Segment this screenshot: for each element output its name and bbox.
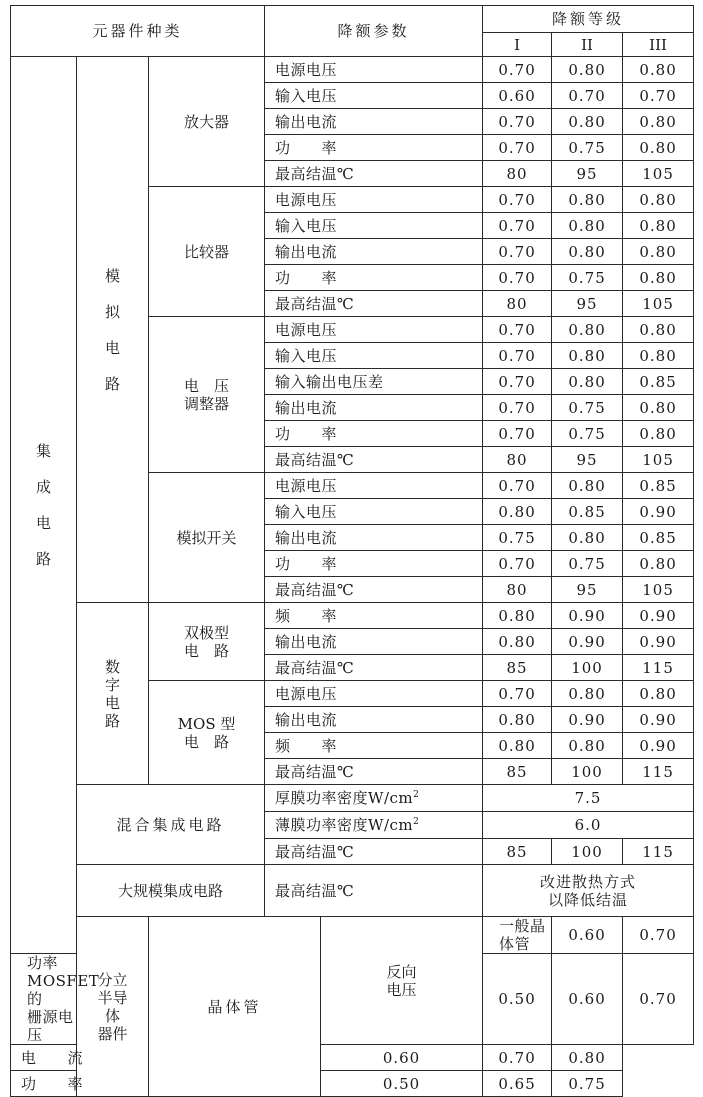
param-freq: [265, 603, 483, 629]
value-sw-supply-level-1: 0.70: [483, 473, 552, 499]
param-tj: [265, 577, 483, 603]
value-sw-tj-level-2: 95: [552, 577, 623, 603]
param-label: 输入电压: [275, 346, 338, 365]
value-amp-tj-level-2: 95: [552, 161, 623, 187]
value-reg-input-level-3: 0.80: [623, 343, 694, 369]
param-freq: [265, 733, 483, 759]
group-integrated-circuit: 集 成 电 路: [11, 57, 77, 954]
header-grade: 降额等级: [483, 6, 694, 33]
param-label: 最高结温℃: [275, 762, 355, 781]
param-io-diff: [265, 369, 483, 395]
value-hyb-thin: 6.0: [483, 812, 694, 839]
param-tj: [265, 291, 483, 317]
value-sw-output-level-1: 0.75: [483, 525, 552, 551]
value-tr-power-level-1: 0.50: [321, 1071, 483, 1097]
table-row: [11, 785, 694, 812]
table-row: [11, 917, 694, 954]
value-mos-freq-level-3: 0.90: [623, 733, 694, 759]
param-output-i: [265, 109, 483, 135]
param-label: 电源电压: [275, 320, 338, 339]
param-power2: [11, 1071, 149, 1097]
value-cmp-tj-level-1: 80: [483, 291, 552, 317]
param-label: 电源电压: [275, 476, 338, 495]
group-analog-circuit: 模 拟 电 路: [77, 57, 149, 603]
param-label: 电源电压: [275, 60, 338, 79]
value-cmp-input-level-1: 0.70: [483, 213, 552, 239]
subgroup-bipolar: 双极型 电 路: [149, 603, 265, 681]
param-label: 输出电流: [275, 632, 338, 651]
param-input-v: [265, 213, 483, 239]
value-tr-power-level-3: 0.75: [552, 1071, 623, 1097]
param-thick-film: [265, 785, 483, 812]
value-hyb-tj-level-3: 115: [623, 839, 694, 865]
value-amp-output-level-3: 0.80: [623, 109, 694, 135]
value-amp-input-level-2: 0.70: [552, 83, 623, 109]
value-bip-output-level-1: 0.80: [483, 629, 552, 655]
value-sw-input-level-3: 0.90: [623, 499, 694, 525]
value-reg-supply-level-1: 0.70: [483, 317, 552, 343]
value-amp-power-level-2: 0.75: [552, 135, 623, 161]
param-label: 功 率: [275, 424, 338, 443]
value-reg-power-level-2: 0.75: [552, 421, 623, 447]
param-supply-v: [265, 57, 483, 83]
param-input-v: [265, 499, 483, 525]
param-mosfet-gs: [11, 954, 100, 1045]
param-label: 频 率: [275, 736, 338, 755]
param-general-tr: [483, 917, 552, 954]
value-amp-supply-level-1: 0.70: [483, 57, 552, 83]
value-bip-tj-level-2: 100: [552, 655, 623, 681]
value-bip-freq-level-2: 0.90: [552, 603, 623, 629]
subgroup-amplifier: 放大器: [149, 57, 265, 187]
param-output-i: [265, 395, 483, 421]
value-reg-iodiff-level-2: 0.80: [552, 369, 623, 395]
value-reg-tj-level-2: 95: [552, 447, 623, 473]
value-hyb-thick: 7.5: [483, 785, 694, 812]
param-input-v: [265, 83, 483, 109]
param-label: 输入电压: [275, 216, 338, 235]
value-hyb-tj-level-1: 85: [483, 839, 552, 865]
value-reg-output-level-3: 0.80: [623, 395, 694, 421]
value-hyb-tj-level-2: 100: [552, 839, 623, 865]
param-label: 功 率: [275, 268, 338, 287]
value-bip-output-level-2: 0.90: [552, 629, 623, 655]
value-cmp-input-level-3: 0.80: [623, 213, 694, 239]
subgroup-mos: MOS 型 电 路: [149, 681, 265, 785]
unit-superscript: 2: [413, 790, 420, 800]
value-reg-output-level-2: 0.75: [552, 395, 623, 421]
param-tj: [265, 839, 483, 865]
header-parameter: 降额参数: [265, 6, 483, 57]
value-tr-general-level-1: 0.60: [552, 917, 623, 954]
value-tr-current-level-3: 0.80: [552, 1045, 623, 1071]
value-tr-current-level-2: 0.70: [483, 1045, 552, 1071]
param-label: 输出电流: [275, 528, 338, 547]
value-amp-tj-level-3: 105: [623, 161, 694, 187]
value-sw-power-level-3: 0.80: [623, 551, 694, 577]
value-amp-power-level-1: 0.70: [483, 135, 552, 161]
header-level-2: II: [552, 33, 623, 57]
param-label: 输出电流: [275, 398, 338, 417]
value-mos-supply-level-3: 0.80: [623, 681, 694, 707]
param-label: 频 率: [275, 606, 338, 625]
value-reg-iodiff-level-1: 0.70: [483, 369, 552, 395]
value-amp-tj-level-1: 80: [483, 161, 552, 187]
param-label: 最高结温℃: [275, 580, 355, 599]
value-reg-input-level-2: 0.80: [552, 343, 623, 369]
value-bip-tj-level-1: 85: [483, 655, 552, 681]
param-label: 最高结温℃: [275, 658, 355, 677]
value-mos-output-level-2: 0.90: [552, 707, 623, 733]
subgroup-analog-switch: 模拟开关: [149, 473, 265, 603]
value-cmp-power-level-2: 0.75: [552, 265, 623, 291]
group-lsi: 大规模集成电路: [77, 865, 265, 917]
value-sw-output-level-3: 0.85: [623, 525, 694, 551]
value-bip-freq-level-3: 0.90: [623, 603, 694, 629]
value-mos-freq-level-2: 0.80: [552, 733, 623, 759]
value-reg-output-level-1: 0.70: [483, 395, 552, 421]
value-cmp-supply-level-1: 0.70: [483, 187, 552, 213]
param-label: 电源电压: [275, 190, 338, 209]
derating-table: [10, 5, 694, 1097]
param-current: [11, 1045, 149, 1071]
value-cmp-output-level-1: 0.70: [483, 239, 552, 265]
param-label: 输入电压: [275, 86, 338, 105]
param-label: 一般晶体管: [499, 917, 546, 953]
param-power: [265, 265, 483, 291]
value-tr-mosfet-level-2: 0.60: [552, 954, 623, 1045]
value-bip-tj-level-3: 115: [623, 655, 694, 681]
unit-superscript: 2: [413, 817, 420, 827]
param-input-v: [265, 343, 483, 369]
group-discrete-semiconductor: 分立 半导 体 器件: [77, 917, 149, 1097]
subgroup-comparator: 比较器: [149, 187, 265, 317]
table-row: [11, 6, 694, 33]
value-reg-tj-level-3: 105: [623, 447, 694, 473]
value-cmp-tj-level-3: 105: [623, 291, 694, 317]
value-cmp-input-level-2: 0.80: [552, 213, 623, 239]
value-cmp-supply-level-2: 0.80: [552, 187, 623, 213]
value-amp-input-level-1: 0.60: [483, 83, 552, 109]
value-reg-power-level-3: 0.80: [623, 421, 694, 447]
param-label: 厚膜功率密度W/cm: [275, 789, 414, 807]
value-mos-freq-level-1: 0.80: [483, 733, 552, 759]
param-label: 输入输出电压差: [275, 372, 384, 391]
value-mos-supply-level-2: 0.80: [552, 681, 623, 707]
param-power: [265, 135, 483, 161]
value-sw-supply-level-3: 0.85: [623, 473, 694, 499]
param-label: 最高结温℃: [275, 842, 355, 861]
header-category: 元器件种类: [11, 6, 265, 57]
value-reg-power-level-1: 0.70: [483, 421, 552, 447]
table-body: [11, 6, 694, 1097]
param-tj: [265, 655, 483, 681]
value-sw-supply-level-2: 0.80: [552, 473, 623, 499]
param-tj: [265, 759, 483, 785]
value-reg-iodiff-level-3: 0.85: [623, 369, 694, 395]
param-label: 薄膜功率密度W/cm: [275, 816, 414, 834]
value-mos-tj-level-1: 85: [483, 759, 552, 785]
param-tj: [265, 447, 483, 473]
param-label: 输出电流: [275, 710, 338, 729]
value-reg-supply-level-2: 0.80: [552, 317, 623, 343]
value-sw-input-level-1: 0.80: [483, 499, 552, 525]
param-label: 最高结温℃: [275, 164, 355, 183]
group-digital-circuit: 数 字 电 路: [77, 603, 149, 785]
param-output-i: [265, 525, 483, 551]
reverse-voltage-label: 反向 电压: [321, 917, 483, 1045]
param-label: 最高结温℃: [275, 881, 355, 900]
subgroup-voltage-regulator: 电 压 调整器: [149, 317, 265, 473]
group-hybrid-ic: 混合集成电路: [77, 785, 265, 865]
param-label: 功率 MOSFET 的 栅源电压: [27, 954, 100, 1044]
param-supply-v: [265, 187, 483, 213]
value-amp-power-level-3: 0.80: [623, 135, 694, 161]
param-tj: [265, 161, 483, 187]
table-row: [11, 603, 694, 629]
param-supply-v: [265, 681, 483, 707]
value-sw-tj-level-1: 80: [483, 577, 552, 603]
table-row: [11, 865, 694, 917]
param-label: 最高结温℃: [275, 450, 355, 469]
value-bip-output-level-3: 0.90: [623, 629, 694, 655]
param-thin-film: [265, 812, 483, 839]
param-supply-v: [265, 473, 483, 499]
value-amp-output-level-2: 0.80: [552, 109, 623, 135]
param-label: 输出电流: [275, 242, 338, 261]
value-sw-power-level-2: 0.75: [552, 551, 623, 577]
param-label: 最高结温℃: [275, 294, 355, 313]
table-row: [11, 1071, 694, 1097]
param-label: 电 流: [21, 1048, 84, 1067]
value-reg-tj-level-1: 80: [483, 447, 552, 473]
value-cmp-supply-level-3: 0.80: [623, 187, 694, 213]
param-label: 功 率: [21, 1074, 84, 1093]
param-output-i: [265, 239, 483, 265]
table-row: [11, 57, 694, 83]
param-supply-v: [265, 317, 483, 343]
value-sw-input-level-2: 0.85: [552, 499, 623, 525]
param-label: 输出电流: [275, 112, 338, 131]
header-level-3: III: [623, 33, 694, 57]
value-sw-output-level-2: 0.80: [552, 525, 623, 551]
value-cmp-output-level-2: 0.80: [552, 239, 623, 265]
value-amp-input-level-3: 0.70: [623, 83, 694, 109]
value-tr-general-level-2: 0.70: [623, 917, 694, 954]
value-lsi-tj: 改进散热方式 以降低结温: [483, 865, 694, 917]
value-sw-tj-level-3: 105: [623, 577, 694, 603]
group-transistor: 晶体管: [149, 917, 321, 1097]
param-output-i: [265, 629, 483, 655]
param-label: 输入电压: [275, 502, 338, 521]
value-reg-input-level-1: 0.70: [483, 343, 552, 369]
param-power: [265, 551, 483, 577]
param-power: [265, 421, 483, 447]
value-cmp-output-level-3: 0.80: [623, 239, 694, 265]
value-mos-output-level-3: 0.90: [623, 707, 694, 733]
value-mos-output-level-1: 0.80: [483, 707, 552, 733]
value-cmp-power-level-1: 0.70: [483, 265, 552, 291]
value-tr-mosfet-level-3: 0.70: [623, 954, 694, 1045]
param-label: 功 率: [275, 554, 338, 573]
param-label: 功 率: [275, 138, 338, 157]
header-level-1: I: [483, 33, 552, 57]
value-amp-supply-level-2: 0.80: [552, 57, 623, 83]
value-amp-supply-level-3: 0.80: [623, 57, 694, 83]
value-cmp-power-level-3: 0.80: [623, 265, 694, 291]
value-bip-freq-level-1: 0.80: [483, 603, 552, 629]
param-tj: [265, 865, 483, 917]
table-row: [11, 1045, 694, 1071]
value-mos-tj-level-2: 100: [552, 759, 623, 785]
value-tr-mosfet-level-1: 0.50: [483, 954, 552, 1045]
param-label: 电源电压: [275, 684, 338, 703]
value-mos-supply-level-1: 0.70: [483, 681, 552, 707]
value-cmp-tj-level-2: 95: [552, 291, 623, 317]
value-tr-current-level-1: 0.60: [321, 1045, 483, 1071]
value-mos-tj-level-3: 115: [623, 759, 694, 785]
value-reg-supply-level-3: 0.80: [623, 317, 694, 343]
param-output-i: [265, 707, 483, 733]
value-tr-power-level-2: 0.65: [483, 1071, 552, 1097]
value-sw-power-level-1: 0.70: [483, 551, 552, 577]
value-amp-output-level-1: 0.70: [483, 109, 552, 135]
